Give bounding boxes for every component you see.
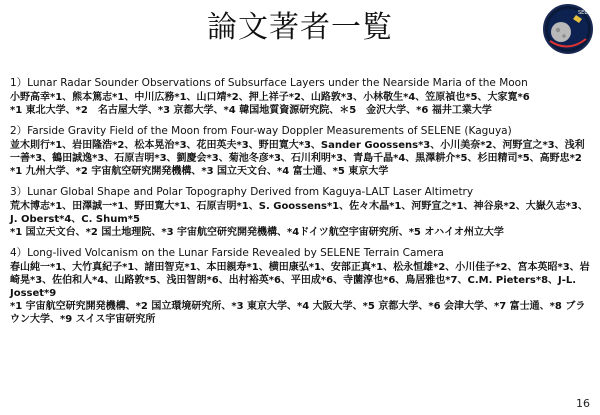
paper-title: 1）Lunar Radar Sounder Observations of Subsurface Layers under the Nearside Maria of the Moon bbox=[10, 77, 528, 89]
paper-authors: 並木則行*1、岩田隆浩*2、松本晃治*3、花田英夫*3、野田寛大*3、Sander Goossens*3、小川美奈*2、河野宣之*3、浅利一善*3、鶴田誠逸*3、石原吉明*3、劉慶会*3、菊池冬彦*3、石川利明*3、青島千晶*4、黒澤耕介*5、杉田精司*5、高野忠*2 bbox=[10, 140, 585, 164]
paper-affiliations: *1 九州大学、*2 宇宙航空研究開発機構、*3 国立天文台、*4 富士通、*5 東京大学 bbox=[10, 166, 389, 177]
paper-affiliations: *1 国立天文台、*2 国土地理院、*3 宇宙航空研究開発機構、*4ドイツ航空宇宙研究所、*5 オハイオ州立大学 bbox=[10, 227, 504, 238]
paper-title: 4）Long-lived Volcanism on the Lunar Farside Revealed by SELENE Terrain Camera bbox=[10, 247, 444, 259]
logo-text: SELENE bbox=[578, 10, 598, 16]
paper-entry-4 bbox=[10, 246, 592, 326]
paper-title: 3）Lunar Global Shape and Polar Topography Derived from Kaguya-LALT Laser Altimetry bbox=[10, 186, 474, 198]
page-number: 16 bbox=[576, 397, 590, 410]
paper-affiliations: *1 東北大学、*2 名古屋大学、*3 京都大学、*4 韓国地質資源研究院、＊5 金沢大学、*6 福井工業大学 bbox=[10, 105, 492, 116]
page-title: 論文著者一覧 bbox=[207, 10, 393, 45]
paper-list bbox=[10, 76, 592, 333]
paper-entry-1 bbox=[10, 76, 592, 117]
paper-affiliations: *1 宇宙航空研究開発機構、*2 国立環境研究所、*3 東京大学、*4 大阪大学、*5 京都大学、*6 会津大学、*7 富士通、*8 ブラウン大学、*9 スイス宇宙研究所 bbox=[10, 301, 586, 325]
paper-authors: 春山純一*1、大竹真紀子*1、諸田智克*1、本田親寿*1、横田康弘*1、安部正真*1、松永恒雄*2、小川佳子*2、宮本英昭*3、岩崎晃*3、佐伯和人*4、山路敦*5、浅田智朗*6、出村裕英*6、平田成*6、寺薗淳也*6、鳥居雅也*7、C.M. Pieters*8、J-L. Josset*9 bbox=[10, 262, 590, 299]
paper-authors: 荒木博志*1、田澤誠一*1、野田寛大*1、石原吉明*1、S. Goossens*1、佐々木晶*1、河野宣之*1、神谷泉*2、大嶽久志*3、J. Oberst*4、C. Shum*5 bbox=[10, 201, 588, 225]
paper-entry-2 bbox=[10, 124, 592, 178]
paper-title: 2）Farside Gravity Field of the Moon from Four-way Doppler Measurements of SELENE (Kaguya) bbox=[10, 125, 512, 137]
paper-authors: 小野高幸*1、熊本篤志*1、中川広務*1、山口靖*2、押上祥子*2、山路敦*3、小林敬生*4、笠原禎也*5、大家寛*6 bbox=[10, 92, 530, 103]
paper-entry-3 bbox=[10, 185, 592, 239]
selene-mission-logo bbox=[542, 3, 598, 55]
